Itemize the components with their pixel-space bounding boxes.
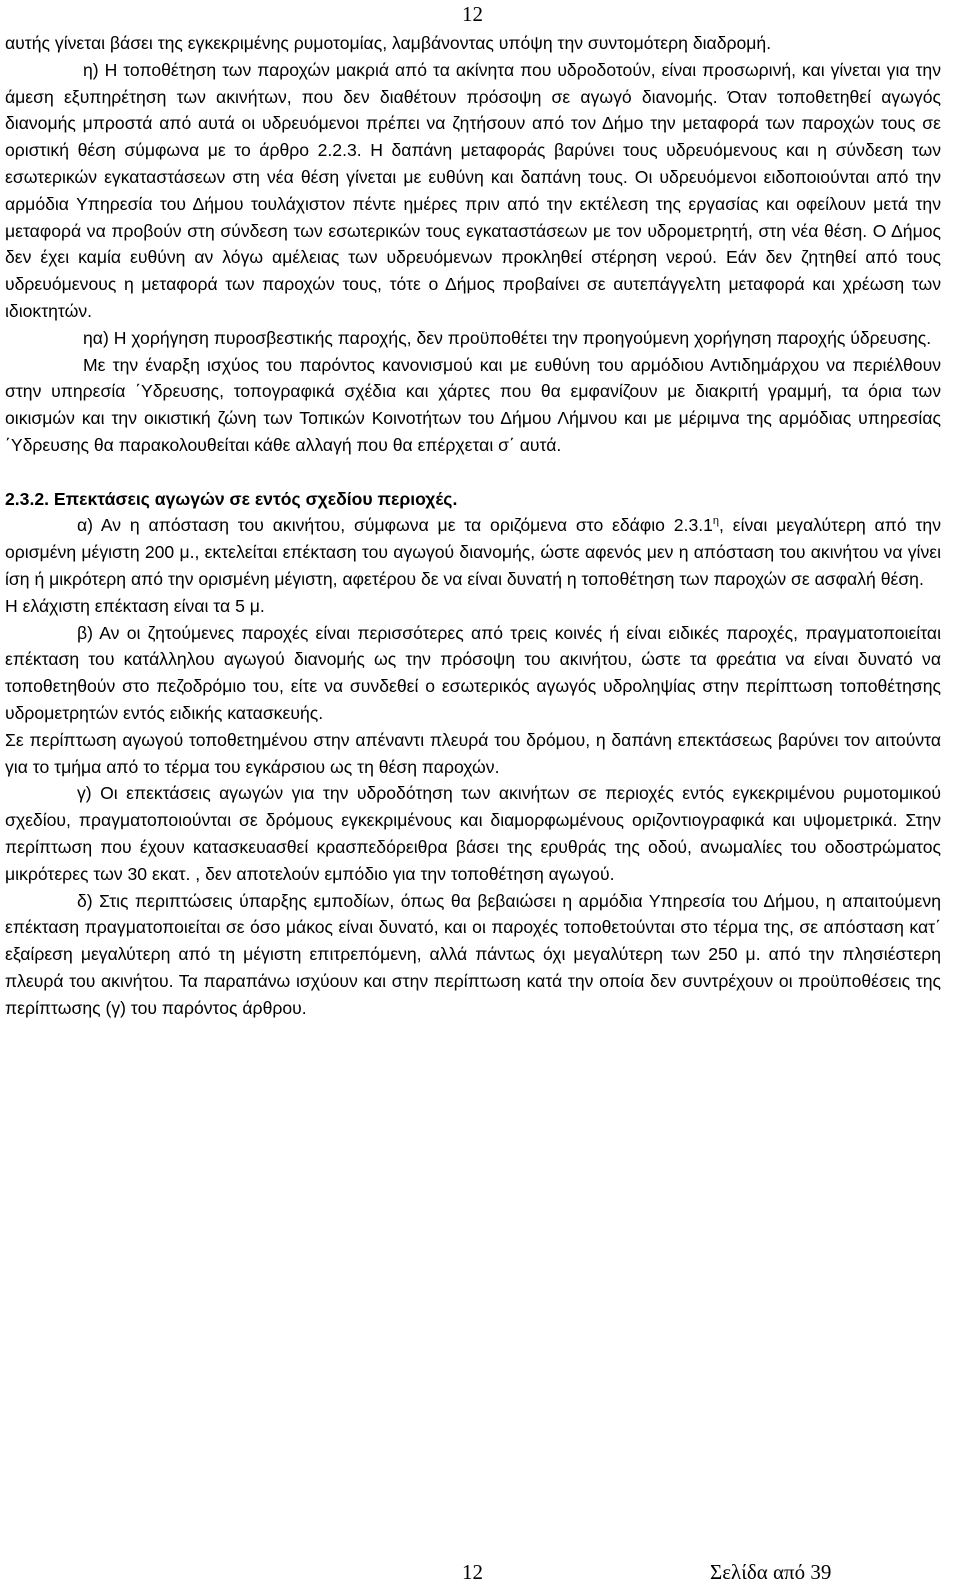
- paragraph-text: α) Αν η απόσταση του ακινήτου, σύμφωνα με τα οριζόμενα στο εδάφιο 2.3.1: [77, 515, 713, 536]
- paragraph: γ) Οι επεκτάσεις αγωγών για την υδροδότηση των ακινήτων σε περιοχές εντός εγκεκριμένου ρυμοτομικού σχεδίου, πραγματοποιούνται σε δρόμους εγκεκριμένους και διαμορφωμένους οριζοντιογραφικά και υψομετρικά. Στην περίπτωση που έχουν κατασκευασθεί κρασπεδόρειθρα βάσει της ερυθράς της οδού, ανωμαλίες του οδοστρώματος μικρότερες των 30 εκατ. , δεν αποτελούν εμπόδιο για την τοποθέτηση αγωγού.: [5, 783, 941, 884]
- document-body: [5, 30, 941, 1021]
- paragraph: [5, 512, 941, 592]
- paragraph: δ) Στις περιπτώσεις ύπαρξης εμποδίων, όπως θα βεβαιώσει η αρμόδια Υπηρεσία του Δήμου, η απαιτούμενη επέκταση πραγματοποιείται σε όσο μάκος είναι δυνατό, και οι παροχές τοποθετούνται στο τέρμα της, σε απόσταση κατ΄ εξαίρεση μεγαλύτερη από τη μέγιστη επιτρεπόμενη, αλλά πάντως όχι μεγαλύτερη των 250 μ. από την πλησιέστερη πλευρά του ακινήτου. Τα παραπάνω ισχύουν και στην περίπτωση κατά την οποία δεν συντρέχουν οι προϋποθέσεις της περίπτωσης (γ) του παρόντος άρθρου.: [5, 890, 941, 1018]
- paragraph: η) Η τοποθέτηση των παροχών μακριά από τα ακίνητα που υδροδοτούν, είναι προσωρινή, και γίνεται για την άμεση εξυπηρέτηση των ακινήτων, που δεν διαθέτουν πρόσοψη σε αγωγό διανομής. Όταν τοποθετηθεί αγωγός διανομής μπροστά από αυτά οι υδρευόμενοι πρέπει να ζητήσουν από τον Δήμο την μεταφορά των παροχών τους σε οριστική θέση σύμφωνα με το άρθρο 2.2.3. Η δαπάνη μεταφοράς βαρύνει τους υδρευόμενους και η σύνδεση των εσωτερικών εγκαταστάσεων στη νέα θέση γίνεται με ευθύνη και δαπάνη τους. Οι υδρευόμενοι ειδοποιούνται από την αρμόδια Υπηρεσία του Δήμου τουλάχιστον πέντε ημέρες πριν από την εκτέλεση της εργασίας και οφείλουν μετά την μεταφορά να προβούν στη σύνδεση των εσωτερικών τους εγκαταστάσεων με τον υδρομετρητή, στη νέα θέση. Ο Δήμος δεν έχει καμία ευθύνη αν λόγω αμέλειας των υδρευόμενων προκληθεί στέρηση νερού. Εάν δεν ζητηθεί από τους υδρευόμενους η μεταφορά των παροχών τους, τότε ο Δήμος προβαίνει σε αυτεπάγγελτη μεταφορά και χρέωση των ιδιοκτητών.: [5, 59, 941, 321]
- page-number-top: 12: [462, 2, 483, 26]
- footer-page-number: 12: [462, 1560, 483, 1584]
- paragraph: Με την έναρξη ισχύος του παρόντος κανονισμού και με ευθύνη του αρμόδιου Αντιδημάρχου να περιέλθουν στην υπηρεσία ΄Υδρευσης, τοπογραφικά σχέδια και χάρτες που θα εμφανίζουν με διακριτή γραμμή, τα όρια των οικισμών και την οικιστική ζώνη των Τοπικών Κοινοτήτων του Δήμου Λήμνου και με μέριμνα της αρμόδιας υπηρεσίας ΄Υδρευσης θα παρακολουθείται κάθε αλλαγή που θα επέρχεται σ΄ αυτά.: [5, 354, 941, 455]
- paragraph: ηα) Η χορήγηση πυροσβεστικής παροχής, δεν προϋποθέτει την προηγούμενη χορήγηση παροχής ύδρευσης.: [83, 327, 932, 348]
- superscript: η: [712, 515, 720, 528]
- page-footer: [0, 1560, 960, 1590]
- footer-page-total: Σελίδα από 39: [710, 1560, 832, 1584]
- paragraph-text: , είναι μεγαλύτερη από την ορισμένη μέγιστη 200 μ., εκτελείται επέκταση του αγωγού διανομής, ώστε αφενός μεν η απόσταση του ακινήτου να γίνει ίση ή μικρότερη από την ορισμένη μέγιστη, αφετέρου δε να είναι δυνατή η τοποθέτηση των παροχών σε ασφαλή θέση.: [5, 515, 942, 589]
- section-heading: 2.3.2. Επεκτάσεις αγωγών σε εντός σχεδίου περιοχές.: [5, 488, 458, 509]
- paragraph: Σε περίπτωση αγωγού τοποθετημένου στην απέναντι πλευρά του δρόμου, η δαπάνη επεκτάσεως βαρύνει τον αιτούντα για το τμήμα από το τέρμα του εγκάρσιου ως τη θέση παροχών.: [5, 729, 941, 777]
- paragraph: β) Αν οι ζητούμενες παροχές είναι περισσότερες από τρεις κοινές ή είναι ειδικές παροχές, πραγματοποιείται επέκταση του κατάλληλου αγωγού διανομής ως την πρόσοψη του ακινήτου, ώστε τα φρεάτια να είναι δυνατό να τοποθετηθούν στο πεζοδρόμιο του, είτε να συνδεθεί ο εσωτερικός αγωγός υδροληψίας στην περίπτωση τοποθέτησης υδρομετρητών εντός ειδικής κατασκευής.: [5, 622, 941, 723]
- paragraph: Η ελάχιστη επέκταση είναι τα 5 μ.: [5, 595, 265, 616]
- paragraph: αυτής γίνεται βάσει της εγκεκριμένης ρυμοτομίας, λαμβάνοντας υπόψη την συντομότερη διαδρομή.: [5, 33, 772, 53]
